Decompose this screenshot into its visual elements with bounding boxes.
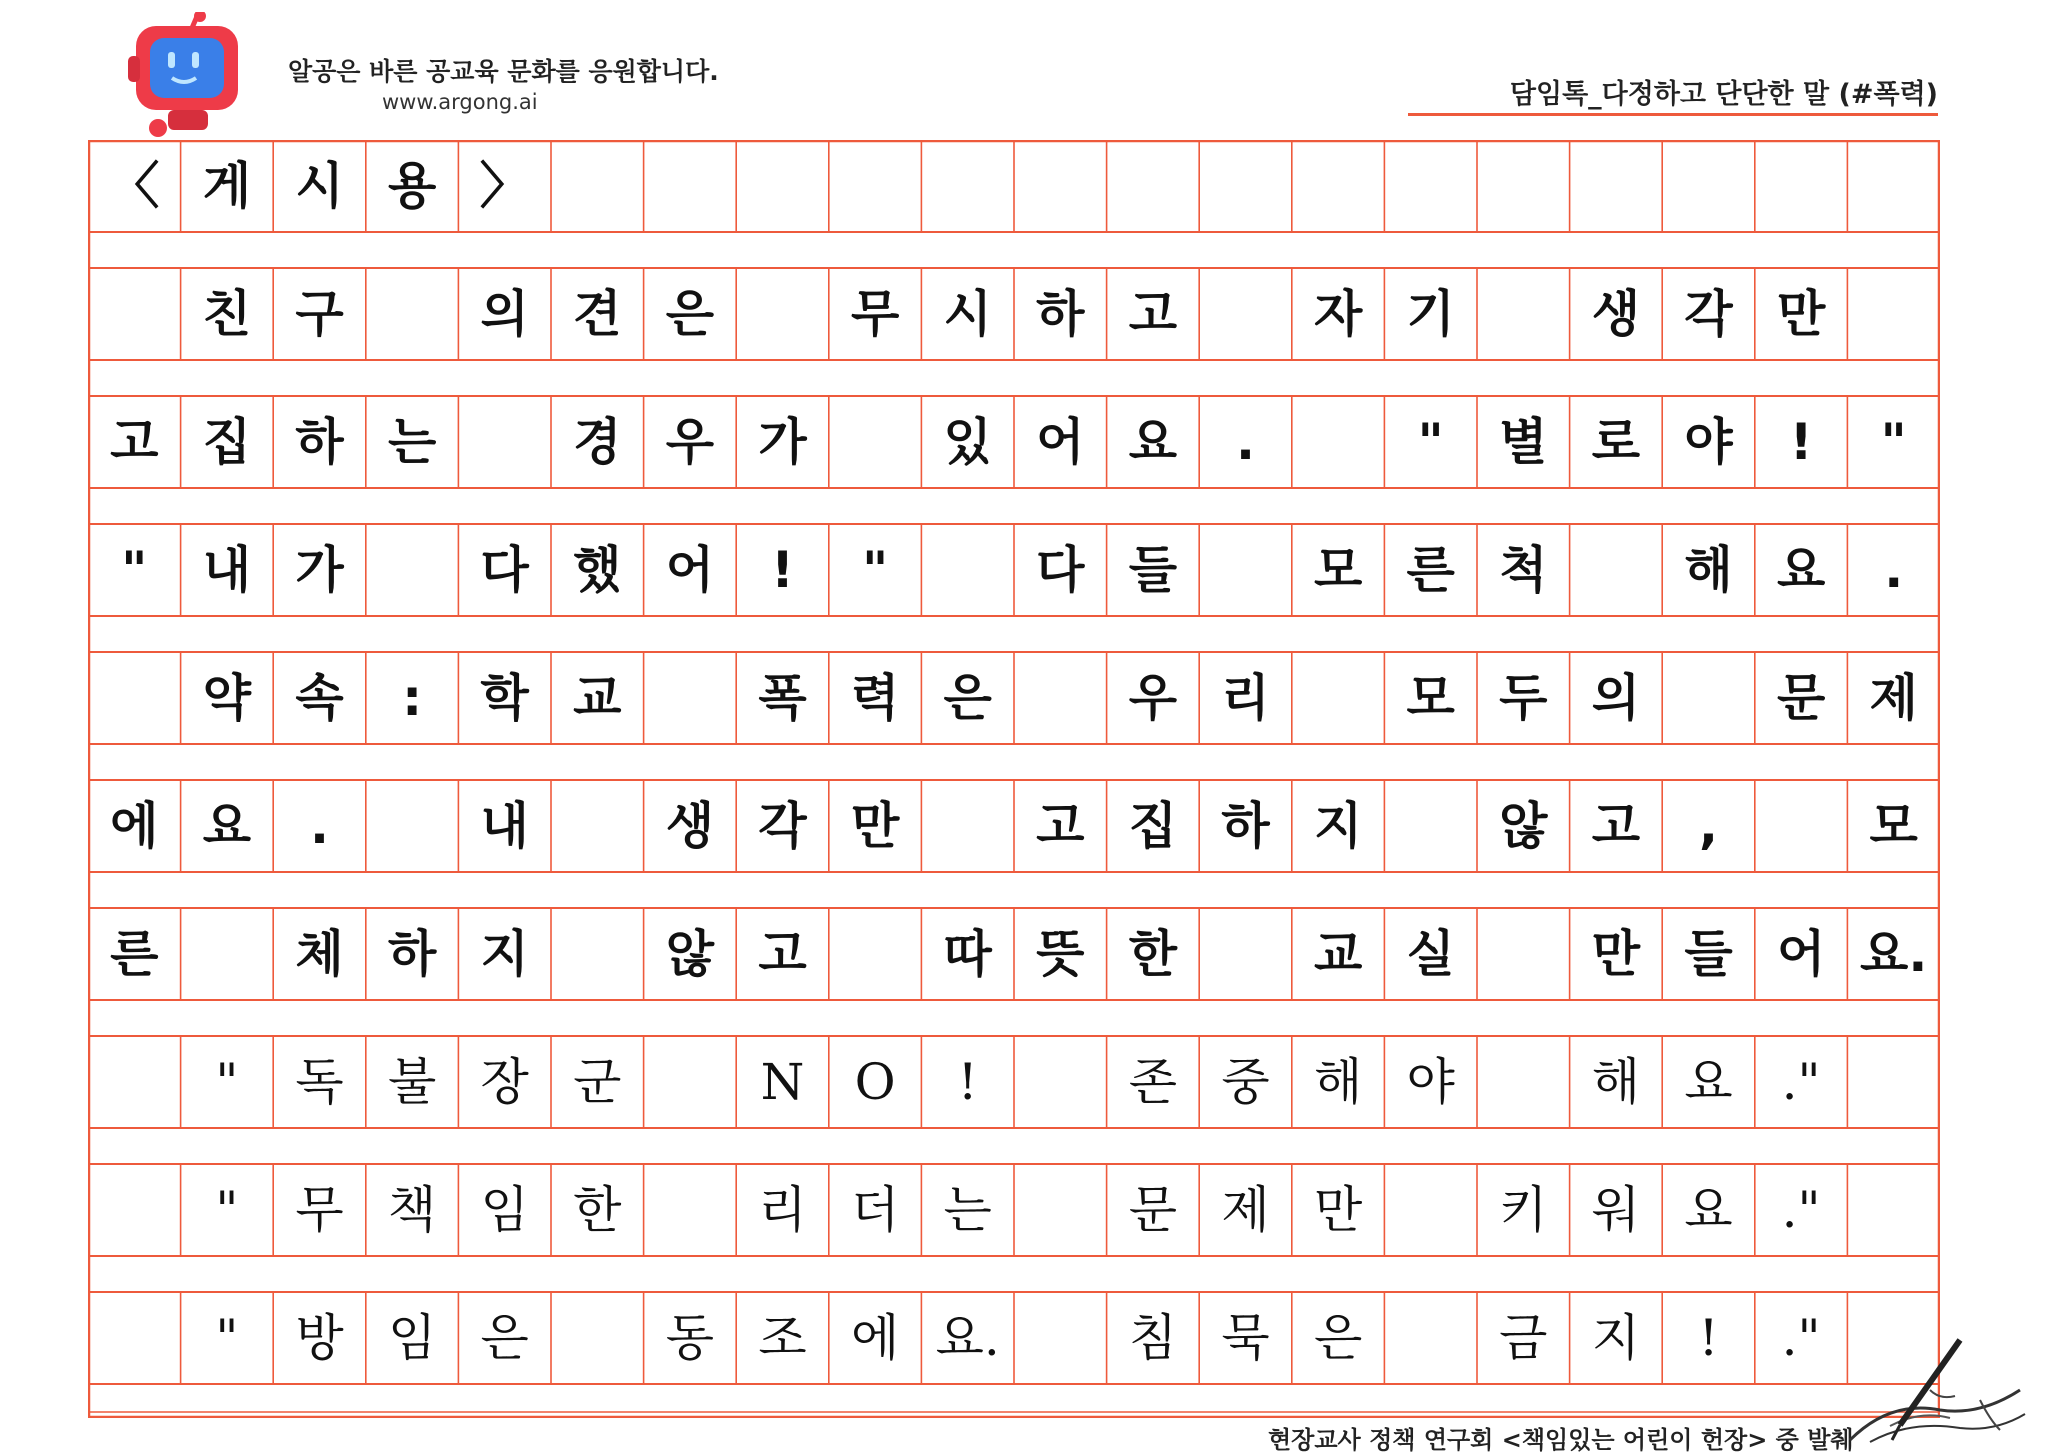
grid-cell: 약 [202, 669, 252, 727]
grid-cell: 다 [480, 541, 529, 599]
grid-cell: 않 [665, 925, 715, 983]
grid-cell: 내 [480, 797, 529, 855]
grid-cell [1292, 140, 1385, 232]
grid-cell: 속 [295, 669, 344, 727]
grid-cell: 고 [1036, 797, 1085, 855]
grid-cell: : [402, 669, 423, 727]
grid-cell: 집 [1128, 797, 1178, 855]
grid-cell: 워 [1591, 1181, 1641, 1239]
grid-cell: 임 [480, 1181, 529, 1239]
grid-cell: 금 [1499, 1309, 1548, 1367]
grid-cell: 요 [1684, 1053, 1733, 1111]
grid-cell: 시 [295, 157, 344, 215]
grid-cell [551, 1292, 644, 1384]
grid-cell: 동 [665, 1309, 715, 1367]
grid-cell: 한 [1128, 925, 1178, 983]
grid-cell [1014, 1036, 1107, 1128]
grid-cell [551, 780, 644, 872]
grid-cell [88, 652, 181, 744]
grid-cell: 해 [1591, 1053, 1641, 1111]
grid-cell: ! [957, 1053, 978, 1111]
grid-cell: , [1698, 797, 1718, 855]
grid-cell [1847, 140, 1940, 232]
grid-cell [1662, 652, 1755, 744]
grid-cell: 따 [943, 925, 992, 983]
grid-cell: 우 [665, 413, 715, 471]
grid-cell [1292, 396, 1385, 488]
grid-cell: 친 [202, 285, 252, 343]
grid-cell [1014, 652, 1107, 744]
grid-cell: 독 [295, 1053, 344, 1111]
grid-cell [1477, 140, 1570, 232]
grid-cell: 만 [1313, 1181, 1363, 1239]
grid-cell [921, 140, 1014, 232]
grid-cell: " [862, 541, 889, 599]
grid-cell: 제 [1221, 1181, 1270, 1239]
grid-cell [1199, 524, 1292, 616]
grid-cell: 로 [1591, 413, 1641, 471]
grid-cell [1384, 1292, 1477, 1384]
grid-cell: 중 [1221, 1053, 1270, 1111]
grid-cell: 에 [110, 797, 159, 855]
grid-cell [644, 1164, 737, 1256]
grid-cell: 학 [480, 669, 529, 727]
grid-cell [1662, 140, 1755, 232]
grid-cell [644, 140, 737, 232]
grid-cell: 들 [1684, 925, 1733, 983]
grid-cells [88, 140, 1940, 1418]
grid-cell: 척 [1499, 541, 1548, 599]
hand-writing-pen-icon [1830, 1330, 2030, 1450]
grid-cell: ! [1789, 413, 1813, 471]
grid-cell: 하 [295, 413, 344, 471]
grid-cell: 고 [1128, 285, 1178, 343]
grid-cell [1107, 140, 1200, 232]
page-title: 담임톡_다정하고 단단한 말 (#폭력) [1509, 79, 1938, 110]
grid-cell [88, 1292, 181, 1384]
grid-cell: 은 [943, 669, 992, 727]
grid-cell [1847, 1036, 1940, 1128]
grid-cell: 뜻 [1036, 925, 1085, 983]
grid-cell: 해 [1684, 541, 1733, 599]
grid-cell: 자 [1313, 285, 1363, 343]
grid-cell: 별 [1499, 413, 1548, 471]
grid-cell: 각 [1684, 285, 1733, 343]
grid-cell: 임 [387, 1309, 437, 1367]
grid-cell: 요. [1860, 925, 1928, 983]
grid-cell: N [760, 1053, 805, 1111]
grid-cell: 우 [1128, 669, 1178, 727]
grid-cell: 한 [573, 1181, 622, 1239]
grid-cell: 제 [1869, 669, 1918, 727]
grid-cell: 무 [850, 285, 900, 343]
grid-cell [1199, 140, 1292, 232]
grid-cell: 는 [387, 413, 437, 471]
grid-cell: 키 [1499, 1181, 1548, 1239]
grid-cell: 생 [1591, 285, 1641, 343]
grid-cell: ! [771, 541, 794, 599]
grid-cell: 하 [387, 925, 437, 983]
grid-cell: 각 [758, 797, 807, 855]
grid-cell [88, 1164, 181, 1256]
grid-cell [1384, 140, 1477, 232]
grid-cell: 〈 [109, 157, 160, 215]
grid-cell: 방 [295, 1309, 344, 1367]
grid-cell: 들 [1128, 541, 1178, 599]
grid-cell [551, 908, 644, 1000]
grid-cell: 요. [935, 1309, 1000, 1367]
grid-cell [88, 1036, 181, 1128]
grid-cell: " [215, 1181, 239, 1239]
grid-cell: 지 [1591, 1309, 1641, 1367]
grid-cell [366, 268, 459, 360]
grid-cell: 견 [573, 285, 622, 343]
grid-cell: " [1417, 413, 1444, 471]
grid-cell: 실 [1406, 925, 1455, 983]
grid-cell: . [1884, 541, 1904, 599]
grid-cell [1014, 1164, 1107, 1256]
grid-cell [921, 524, 1014, 616]
grid-cell: 의 [480, 285, 529, 343]
grid-cell [458, 396, 551, 488]
grid-cell: 더 [850, 1181, 900, 1239]
grid-cell: 조 [758, 1309, 807, 1367]
grid-cell [644, 652, 737, 744]
grid-cell: 다 [1036, 541, 1085, 599]
grid-cell: 력 [850, 669, 900, 727]
grid-cell: O [854, 1053, 896, 1111]
grid-cell: 만 [850, 797, 900, 855]
grid-cell: 기 [1406, 285, 1455, 343]
grid-cell: 교 [573, 669, 622, 727]
grid-cell: 하 [1221, 797, 1270, 855]
grid-cell: 〉 [479, 157, 530, 215]
grid-cell: 불 [387, 1053, 437, 1111]
grid-cell: 있 [943, 413, 992, 471]
grid-cell: 문 [1128, 1181, 1178, 1239]
grid-cell: 장 [480, 1053, 529, 1111]
grid-cell: 두 [1499, 669, 1548, 727]
grid-cell [1014, 1292, 1107, 1384]
grid-cell: 가 [758, 413, 807, 471]
grid-cell [551, 140, 644, 232]
grid-cell [1199, 268, 1292, 360]
robot-mascot-icon [128, 12, 248, 142]
grid-cell [829, 140, 922, 232]
grid-cell [644, 1036, 737, 1128]
grid-cell: 어 [665, 541, 715, 599]
grid-cell: 존 [1128, 1053, 1178, 1111]
grid-cell: 모 [1406, 669, 1455, 727]
grid-cell: 만 [1776, 285, 1826, 343]
grid-cell: 어 [1036, 413, 1085, 471]
grid-cell: 체 [295, 925, 344, 983]
grid-cell: 는 [943, 1181, 992, 1239]
grid-cell [829, 908, 922, 1000]
grid-cell [1847, 268, 1940, 360]
grid-cell: 지 [480, 925, 529, 983]
grid-cell [1847, 1164, 1940, 1256]
grid-cell [921, 780, 1014, 872]
grid-cell [736, 140, 829, 232]
grid-cell: 요 [202, 797, 252, 855]
grid-cell: 리 [758, 1181, 807, 1239]
grid-cell: 야 [1684, 413, 1733, 471]
grid-cell [829, 396, 922, 488]
grid-cell: 고 [110, 413, 159, 471]
grid-cell: ." [1781, 1181, 1821, 1239]
grid-cell: 모 [1869, 797, 1918, 855]
grid-cell: 않 [1499, 797, 1548, 855]
grid-cell: ." [1781, 1053, 1821, 1111]
grid-cell: 만 [1591, 925, 1641, 983]
grid-cell: 묵 [1221, 1309, 1270, 1367]
grid-cell: 요 [1684, 1181, 1733, 1239]
grid-cell: 은 [1313, 1309, 1363, 1367]
grid-cell: 무 [295, 1181, 344, 1239]
grid-cell: 생 [665, 797, 715, 855]
grid-cell: " [215, 1053, 239, 1111]
grid-cell [1199, 908, 1292, 1000]
grid-cell: 은 [480, 1309, 529, 1367]
grid-cell: . [1235, 413, 1255, 471]
grid-cell [88, 268, 181, 360]
grid-cell: ." [1781, 1309, 1821, 1367]
grid-cell: 가 [295, 541, 344, 599]
grid-cell: 책 [387, 1181, 437, 1239]
grid-cell: 리 [1221, 669, 1270, 727]
grid-cell: 요 [1128, 413, 1178, 471]
grid-cell [366, 524, 459, 616]
grid-cell [736, 268, 829, 360]
grid-cell: 용 [387, 157, 437, 215]
grid-cell: " [121, 541, 148, 599]
source-citation: 현장교사 정책 연구회 <책임있는 어린이 헌장> 중 발췌 [1268, 1426, 1854, 1454]
grid-cell: 문 [1776, 669, 1826, 727]
grid-cell: " [1880, 413, 1907, 471]
slogan-text: 알공은 바른 공교육 문화를 응원합니다. [288, 57, 719, 86]
grid-cell: 침 [1128, 1309, 1178, 1367]
grid-cell: . [309, 797, 329, 855]
grid-cell [1570, 140, 1663, 232]
grid-cell: 해 [1313, 1053, 1363, 1111]
grid-cell: 른 [1406, 541, 1455, 599]
grid-cell: 야 [1406, 1053, 1455, 1111]
website-url: www.argong.ai [382, 90, 538, 114]
grid-cell [1384, 780, 1477, 872]
grid-cell: 의 [1591, 669, 1641, 727]
grid-cell: 모 [1313, 541, 1363, 599]
grid-cell: 에 [850, 1309, 900, 1367]
grid-cell [1477, 1036, 1570, 1128]
grid-cell: " [215, 1309, 239, 1367]
grid-cell: 교 [1313, 925, 1363, 983]
grid-cell: 게 [202, 157, 252, 215]
grid-cell: 어 [1776, 925, 1826, 983]
grid-cell [1755, 140, 1848, 232]
grid-cell [1014, 140, 1107, 232]
grid-cell: 고 [758, 925, 807, 983]
title-underline [1408, 113, 1938, 116]
grid-cell: 지 [1313, 797, 1363, 855]
grid-cell [1384, 1164, 1477, 1256]
grid-cell: 시 [943, 285, 992, 343]
grid-cell: 요 [1776, 541, 1826, 599]
grid-cell [366, 780, 459, 872]
grid-cell [181, 908, 274, 1000]
grid-cell: 군 [573, 1053, 622, 1111]
grid-cell: 집 [202, 413, 252, 471]
grid-cell: 했 [573, 541, 622, 599]
grid-cell [1477, 908, 1570, 1000]
grid-cell [1477, 268, 1570, 360]
grid-cell: 하 [1036, 285, 1085, 343]
manuscript-grid [88, 140, 1940, 1418]
grid-cell [1292, 652, 1385, 744]
grid-cell: 른 [110, 925, 159, 983]
grid-cell [1570, 524, 1663, 616]
grid-cell: ! [1698, 1309, 1719, 1367]
grid-cell: 폭 [758, 669, 807, 727]
grid-cell: 고 [1591, 797, 1641, 855]
grid-cell [1755, 780, 1848, 872]
grid-cell: 경 [573, 413, 622, 471]
grid-cell: 내 [202, 541, 252, 599]
grid-cell: 은 [665, 285, 715, 343]
grid-cell: 구 [295, 285, 344, 343]
